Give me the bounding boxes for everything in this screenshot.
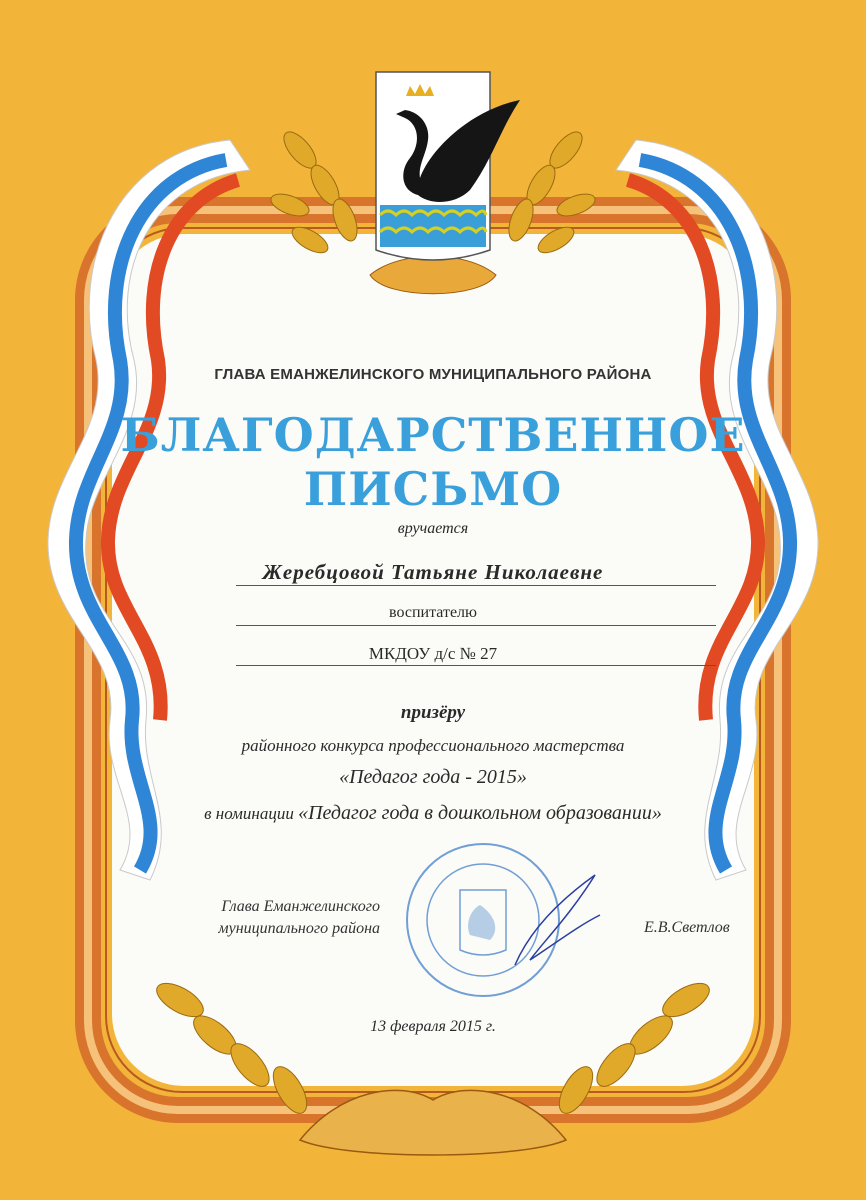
issuer-header: ГЛАВА ЕМАНЖЕЛИНСКОГО МУНИЦИПАЛЬНОГО РАЙОНА [214,366,652,383]
awarded-label: вручается [397,520,469,537]
nomination-name: «Педагог года в дошкольном образовании» [298,802,662,824]
recipient-underline [236,585,716,586]
page-title: БЛАГОДАРСТВЕННОЕ [120,408,746,462]
nomination-prefix: в номинации [204,804,294,823]
signatory-title-line1: Глава Еманжелинского [221,898,380,915]
recipient-name: Жеребцовой Татьяне Николаевне [262,560,604,584]
signatory-title [180,896,380,940]
page-title-line2: ПИСЬМО [303,462,563,516]
contest-name: «Педагог года - 2015» [339,766,527,788]
issue-date: 13 февраля 2015 г. [370,1018,496,1035]
nomination-line [0,802,866,825]
signatory-name: Е.В.Светлов [644,919,730,936]
recipient-organization: МКДОУ д/с № 27 [368,644,498,663]
recipient-position: воспитателю [389,604,477,621]
award-label: призёру [400,702,466,723]
position-underline [236,625,716,626]
coat-of-arms-swan-icon [376,72,520,260]
contest-description: районного конкурса профессионального мастерства [241,736,625,755]
organization-underline [236,665,716,666]
signatory-title-line2: муниципального района [218,920,380,937]
